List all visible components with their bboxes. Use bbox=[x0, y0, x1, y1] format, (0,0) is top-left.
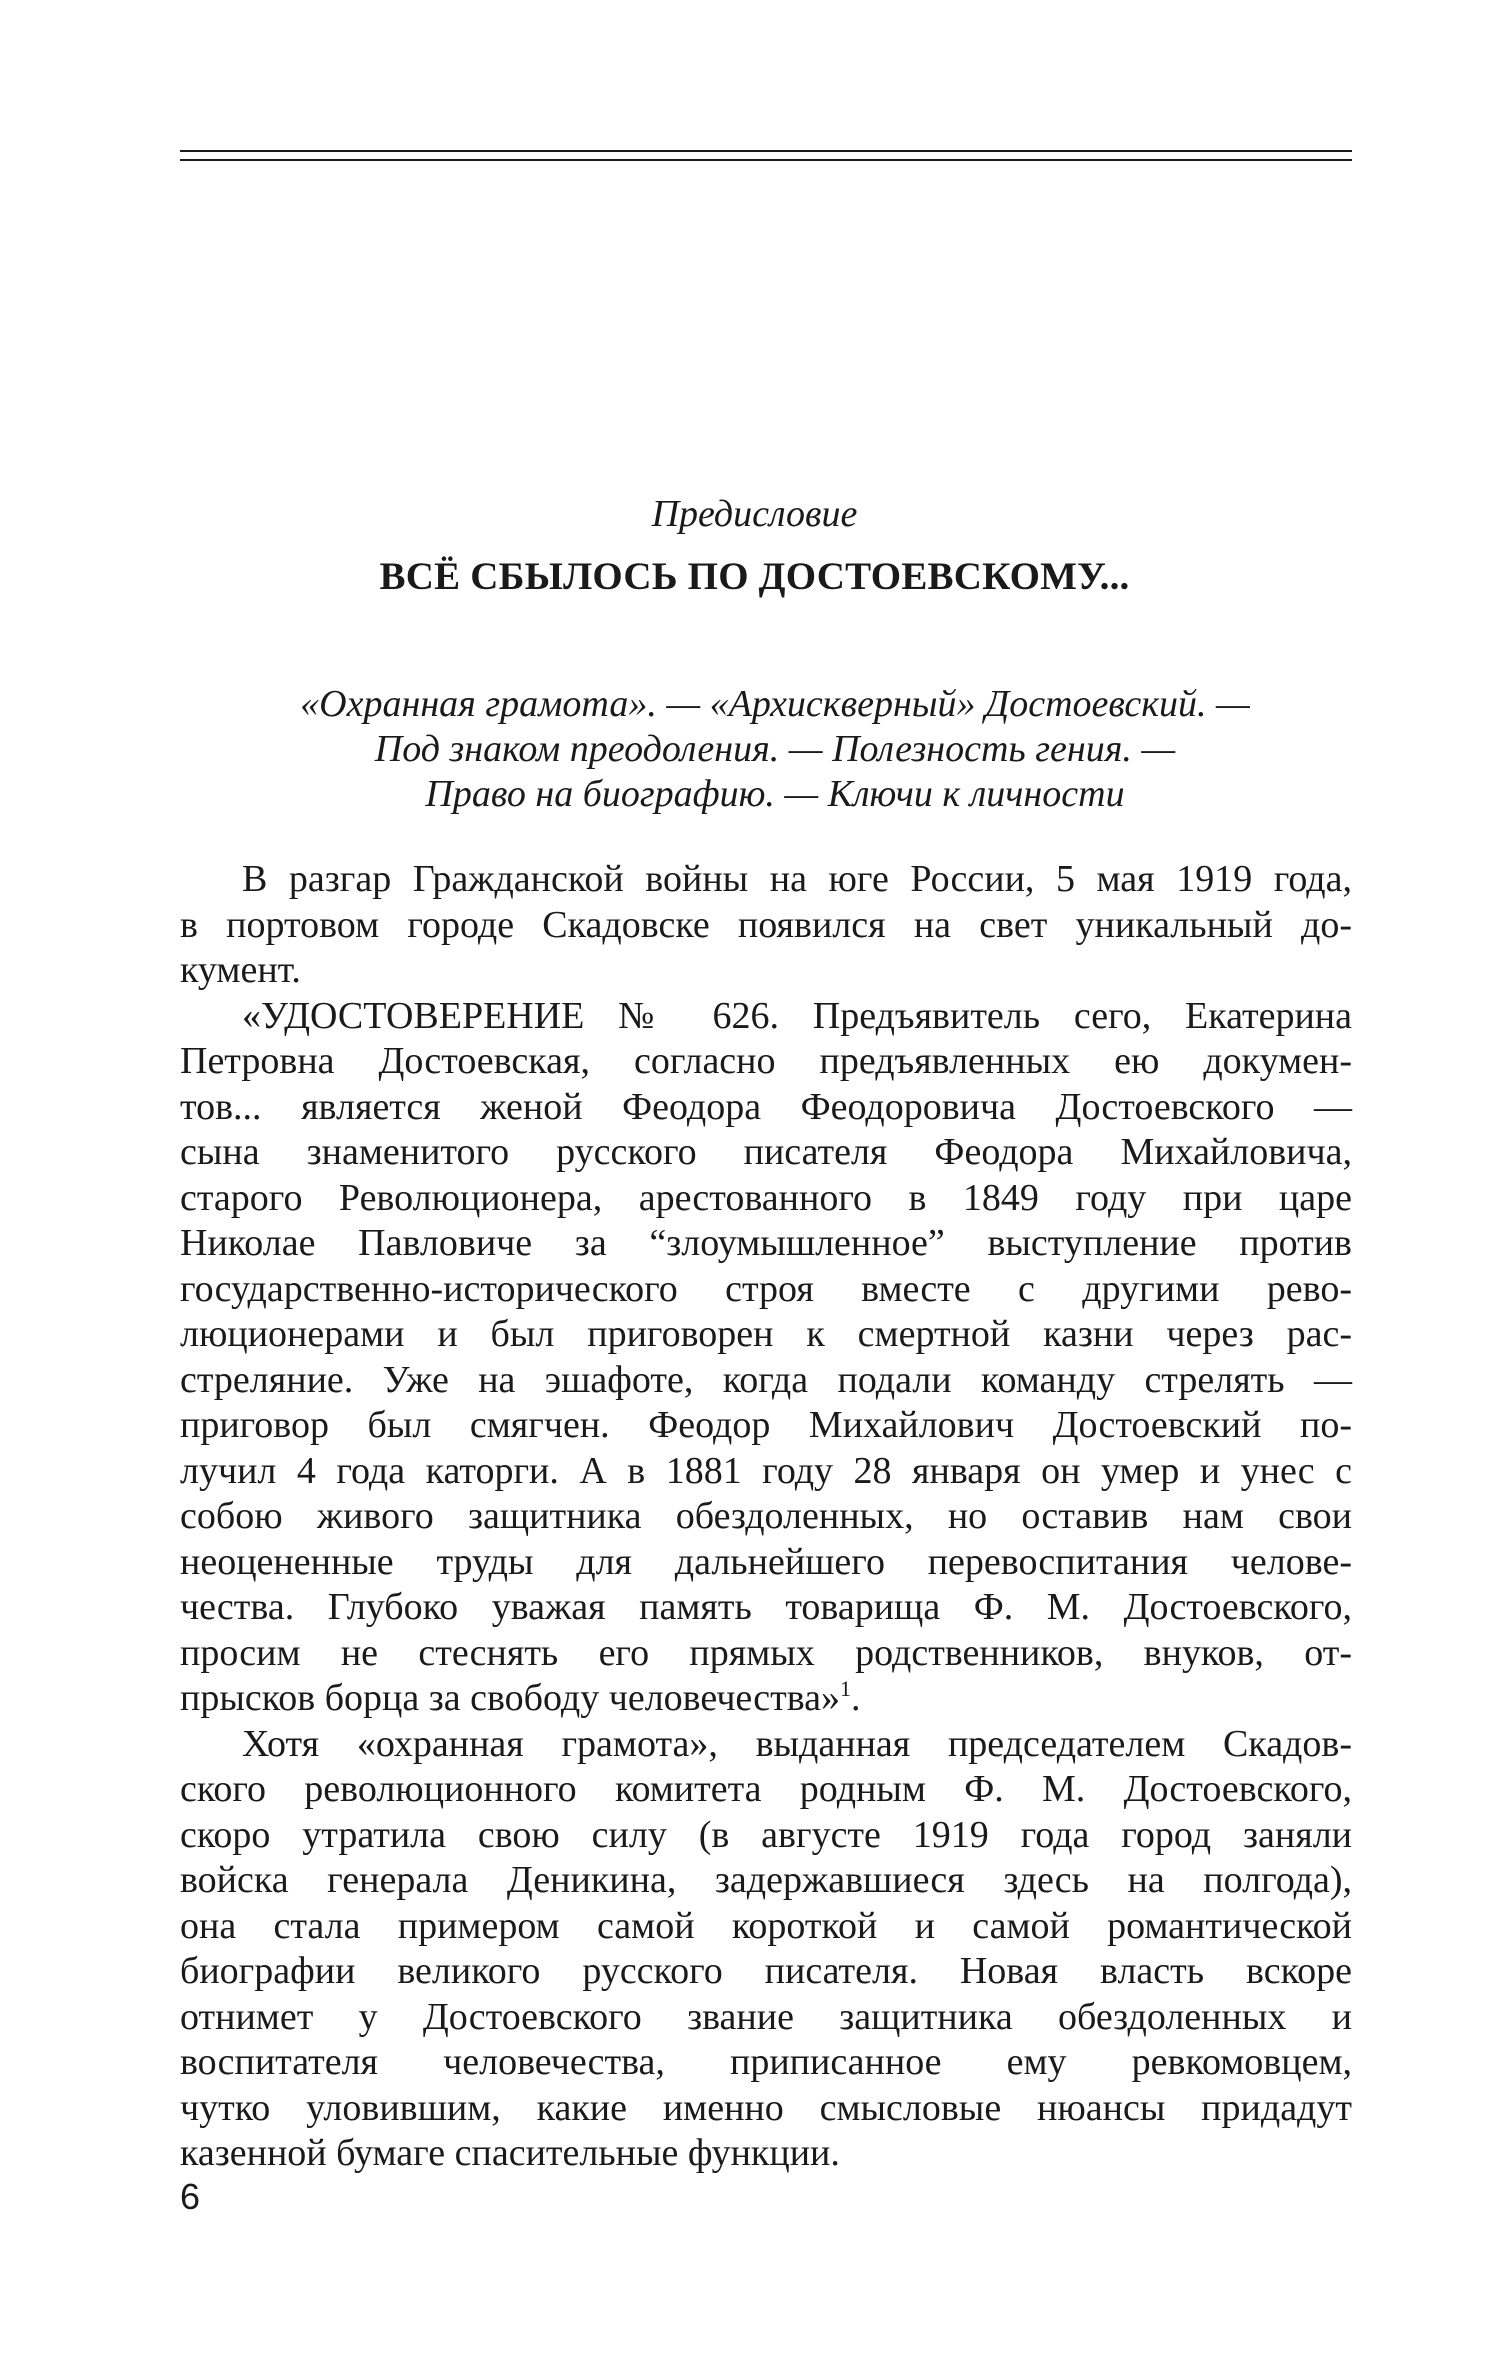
paragraph-line: люционерами и был приговорен к смертной казни через рас- bbox=[180, 1313, 1352, 1355]
body-text bbox=[180, 857, 1352, 2177]
paragraph-line: чества. Глубоко уважая память товарища Ф. М. Достоевского, bbox=[180, 1586, 1352, 1628]
paragraph-line: воспитателя человечества, приписанное ему ревкомовцем, bbox=[180, 2041, 1352, 2083]
paragraph-line: отнимет у Достоевского звание защитника обездоленных и bbox=[180, 1995, 1352, 2038]
paragraph-line: биографии великого русского писателя. Новая власть вскоре bbox=[180, 1950, 1352, 1992]
paragraph-line-text: прысков борца за свободу человечества» bbox=[180, 1677, 841, 1719]
paragraph-line: сына знаменитого русского писателя Феодора Михайловича, bbox=[180, 1131, 1352, 1173]
paragraph-line-end: . bbox=[851, 1677, 861, 1719]
paragraph-line: Хотя «охранная грамота», выданная председателем Скадов- bbox=[242, 1722, 1352, 1765]
paragraph-line: неоцененные труды для дальнейшего перевоспитания челове- bbox=[180, 1540, 1352, 1583]
paragraph-line: кумент. bbox=[180, 949, 301, 991]
paragraph-line bbox=[180, 1676, 1352, 1722]
header-rule-top bbox=[180, 150, 1352, 152]
paragraph-line: Петровна Достоевская, согласно предъявленных ею докумен- bbox=[180, 1040, 1352, 1082]
paragraph-line: тов... является женой Феодора Феодоровича Достоевского — bbox=[180, 1085, 1352, 1128]
chapter-title: ВСЁ СБЫЛОСЬ ПО ДОСТОЕВСКОМУ... bbox=[379, 555, 1130, 598]
paragraph-line: старого Революционера, арестованного в 1849 году при царе bbox=[180, 1176, 1352, 1219]
paragraph-line: Николае Павловиче за “злоумышленное” выступление против bbox=[180, 1222, 1352, 1264]
paragraph-line: приговор был смягчен. Феодор Михайлович Достоевский по- bbox=[180, 1404, 1352, 1446]
footnote-marker[interactable]: 1 bbox=[840, 1676, 852, 1701]
section-kicker: Предисловие bbox=[651, 493, 858, 535]
header-rule-bottom bbox=[180, 159, 1352, 161]
paragraph-line: просим не стеснять его прямых родственников, внуков, от- bbox=[180, 1631, 1352, 1674]
paragraph-line: стреляние. Уже на эшафоте, когда подали команду стрелять — bbox=[180, 1358, 1352, 1401]
paragraph-line: ского революционного комитета родным Ф. М. Достоевского, bbox=[180, 1768, 1352, 1810]
paragraph-line: «УДОСТОВЕРЕНИЕ № 626. Предъявитель сего, Екатерина bbox=[242, 994, 1352, 1037]
epigraph-line: Под знаком преодоления. — Полезность гения. — bbox=[374, 728, 1176, 770]
paragraph-line: она стала примером самой короткой и самой романтической bbox=[180, 1904, 1352, 1947]
epigraph bbox=[220, 682, 1330, 817]
paragraph-line: казенной бумаге спасительные функции. bbox=[180, 2132, 840, 2174]
page-number: 6 bbox=[180, 2176, 201, 2217]
epigraph-line: «Охранная грамота». — «Архискверный» Достоевский. — bbox=[300, 683, 1250, 725]
paragraph-line: войска генерала Деникина, задержавшиеся здесь на полгода), bbox=[180, 1859, 1352, 1901]
paragraph-line: государственно-исторического строя вместе с другими рево- bbox=[180, 1267, 1352, 1310]
paragraph-line: собою живого защитника обездоленных, но оставив нам свои bbox=[180, 1495, 1352, 1537]
paragraph-line: чутко уловившим, какие именно смысловые нюансы придадут bbox=[180, 2086, 1352, 2129]
paragraph-line: В разгар Гражданской войны на юге России, 5 мая 1919 года, bbox=[242, 858, 1352, 900]
paragraph-line: в портовом городе Скадовске появился на свет уникальный до- bbox=[180, 903, 1352, 946]
paragraph-line: лучил 4 года каторги. А в 1881 году 28 января он умер и унес с bbox=[180, 1449, 1352, 1492]
paragraph-line: скоро утратила свою силу (в августе 1919 года город заняли bbox=[180, 1813, 1352, 1856]
epigraph-line: Право на биографию. — Ключи к личности bbox=[425, 773, 1125, 815]
